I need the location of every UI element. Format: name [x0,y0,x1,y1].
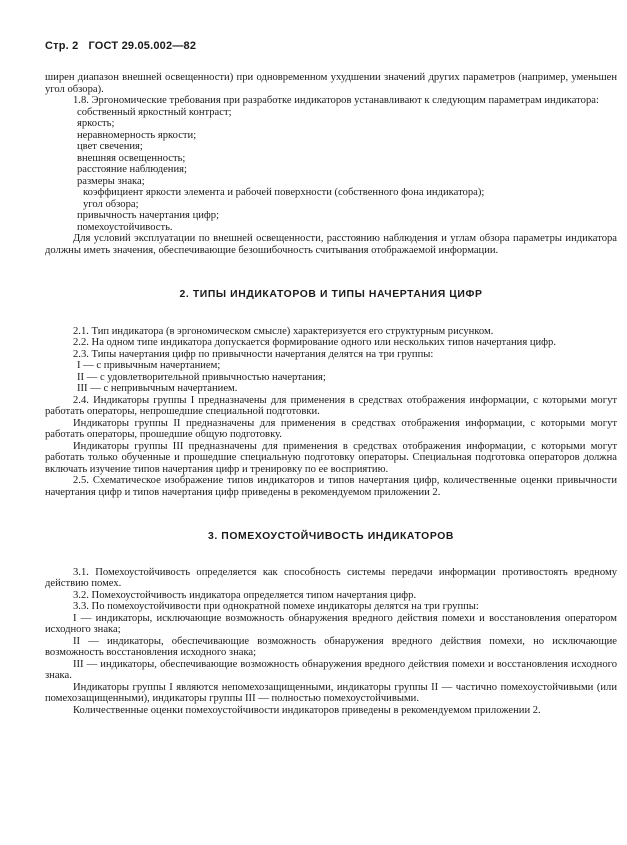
list-item: собственный яркостный контраст; [77,106,232,118]
group-item: I — с привычным начертанием; [77,360,221,371]
parameter-list [45,107,617,234]
list-item: коэффициент яркости элемента и рабочей поверхности (собственного фона индикатора); [83,187,485,198]
paragraph-conditions: Для условий эксплуатации по внешней освещенности, расстоянию наблюдения и углам обзора параметры индикатора должны иметь значения, обеспечивающие безошибочность считывания отображаемой информации. [45,233,617,256]
paragraph-2-2: 2.2. На одном типе индикатора допускается формирование одного или нескольких типов начертания цифр. [73,337,556,348]
paragraph-2-3: 2.3. Типы начертания цифр по привычности начертания делятся на три группы: [73,348,434,360]
group-item: III — с непривычным начертанием. [77,383,238,394]
group-1-description: I — индикаторы, исключающие возможность обнаружения вредного действия помехи и восстановления оператором исходного знака; [45,612,617,635]
list-item: размеры знака; [77,175,145,187]
page-header [45,40,196,52]
paragraph-2-4: 2.4. Индикаторы группы I предназначены для применения в средствах отображения информации, с которыми могут работать операторы, непрошедшие специальной подготовки. [45,394,617,417]
list-item: яркость; [77,118,115,129]
section-3-heading: 3. ПОМЕХОУСТОЙЧИВОСТЬ ИНДИКАТОРОВ [207,531,455,542]
paragraph-2-4-group-2: Индикаторы группы II предназначены для применения в средствах отображения информации, с которыми могут работать операторы, прошедшие общую подготовку. [45,417,617,440]
list-item: внешняя освещенность; [77,152,186,164]
page-content [45,72,617,716]
paragraph-continued: ширен диапазон внешней освещенности) при одновременном ухудшении значений других параметров (например, уменьшен угол обзора). [45,72,617,95]
paragraph-3-3: 3.3. По помехоустойчивости при однократной помехе индикаторы делятся на три группы: [73,601,479,612]
standard-code: ГОСТ 29.05.002—82 [88,40,197,52]
group-item: II — с удовлетворительной привычностью начертания; [77,371,326,383]
paragraph-2-5: 2.5. Схематическое изображение типов индикаторов и типов начертания цифр, количественные оценки привычности начертания цифр и типов начертания цифр приведены в рекомендуемом приложении 2. [45,475,617,498]
section-2-heading: 2. ТИПЫ ИНДИКАТОРОВ И ТИПЫ НАЧЕРТАНИЯ ЦИФР [179,289,483,300]
list-item: привычность начертания цифр; [77,210,220,221]
list-item: угол обзора; [83,198,139,210]
group-2-description: II — индикаторы, обеспечивающие возможность обнаружения вредного действия помехи, но исключающие возможность восстановления исходного знака; [45,635,617,658]
page-number: Стр. 2 [45,40,79,52]
paragraph-quantitative: Количественные оценки помехоустойчивости индикаторов приведены в рекомендуемом приложении 2. [73,704,541,716]
paragraph-2-1: 2.1. Тип индикатора (в эргономическом смысле) характеризуется его структурным рисунком. [73,325,494,337]
list-item: расстояние наблюдения; [77,164,187,175]
paragraph-groups-summary: Индикаторы группы I являются непомехозащищенными, индикаторы группы II — частично помехоустойчивыми (или помехозащищенными), индикаторы группы III — полностью помехоустойчивыми. [45,681,617,704]
list-item: помехоустойчивость. [77,221,173,233]
paragraph-3-1: 3.1. Помехоустойчивость определяется как способность системы передачи информации противостоять вредному действию помех. [45,566,617,589]
group-3-description: III — индикаторы, обеспечивающие возможность обнаружения вредного действия помехи и восстановления исходного знака. [45,658,617,681]
paragraph-2-4-group-3: Индикаторы группы III предназначены для применения в средствах отображения информации, с которыми могут работать только обученные и прошедшие специальную подготовку операторы. Специальная подготовка операторов должна включать изучение типов начертания цифр и тренировку по ее восприятию. [45,440,617,475]
paragraph-3-2: 3.2. Помехоустойчивость индикатора определяется типом начертания цифр. [73,589,417,601]
paragraph-1-8: 1.8. Эргономические требования при разработке индикаторов устанавливают к следующим параметрам индикатора: [73,95,599,106]
list-item: цвет свечения; [77,141,143,152]
list-item: неравномерность яркости; [77,129,197,141]
